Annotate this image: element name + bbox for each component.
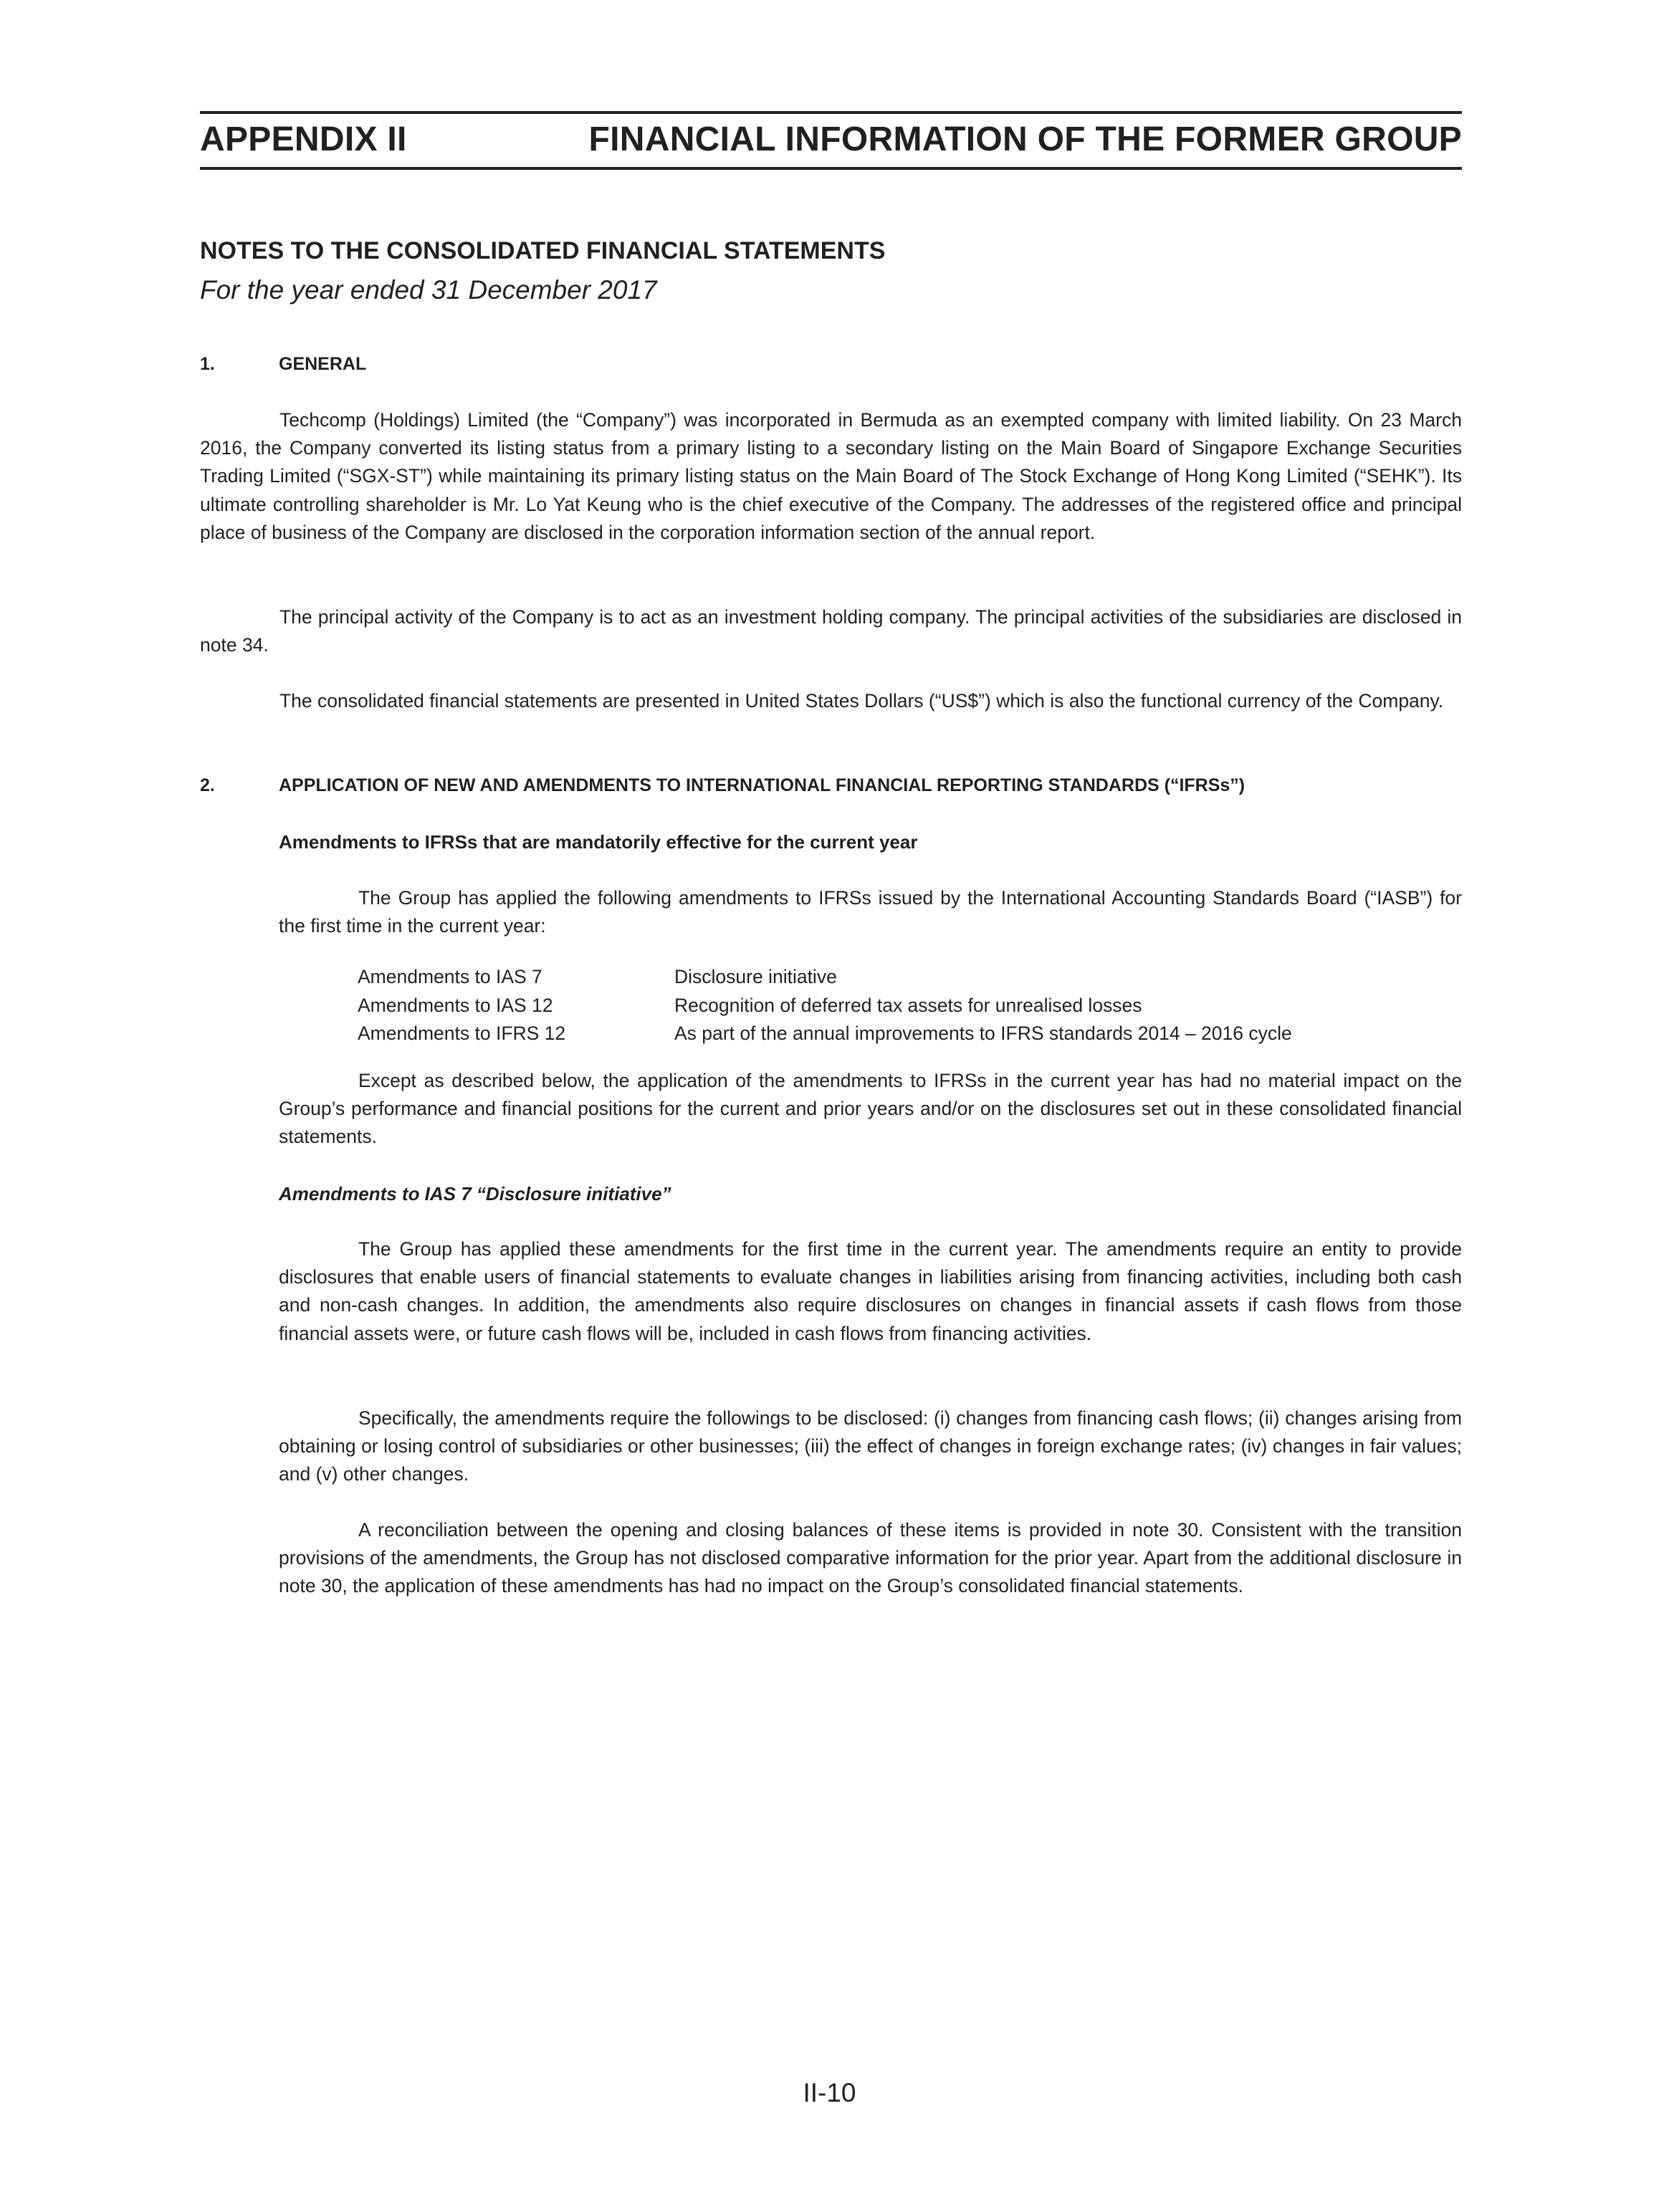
page-header <box>200 115 1462 165</box>
amendment-description: Disclosure initiative <box>674 966 837 987</box>
section-1-paragraph: The principal activity of the Company is to act as an investment holding company. The principal activities of the subsidiaries are disclosed in note 34. <box>200 606 1462 656</box>
table-row <box>358 992 1292 1020</box>
section-2-number: 2. <box>200 775 215 795</box>
appendix-title: FINANCIAL INFORMATION OF THE FORMER GROUP <box>588 120 1462 158</box>
amendment-standard: Amendments to IAS 12 <box>358 994 553 1016</box>
ias7-subheading: Amendments to IAS 7 “Disclosure initiative” <box>279 1183 671 1205</box>
ias7-paragraph: A reconciliation between the opening and closing balances of these items is provided in note 30. Consistent with the transition provisions of the amendments, the Group has not disclosed comparative information for the prior year. Apart from the additional disclosure in note 30, the application of these amendments has had no impact on the Group’s consolidated financial statements. <box>279 1519 1462 1597</box>
section-1-title: GENERAL <box>279 354 367 374</box>
notes-subtitle: For the year ended 31 December 2017 <box>200 275 657 305</box>
page-number: II-10 <box>803 2078 856 2107</box>
notes-title: NOTES TO THE CONSOLIDATED FINANCIAL STATEMENTS <box>200 237 886 264</box>
header-bottom-rule <box>200 167 1462 170</box>
section-2-title: APPLICATION OF NEW AND AMENDMENTS TO INTERNATIONAL FINANCIAL REPORTING STANDARDS (“IFRSs”) <box>279 775 1246 795</box>
section-2-subheading: Amendments to IFRSs that are mandatorily effective for the current year <box>279 831 918 853</box>
amendment-standard: Amendments to IFRS 12 <box>358 1023 566 1044</box>
section-1-paragraph: The consolidated financial statements are presented in United States Dollars (“US$”) which is also the functional currency of the Company. <box>279 690 1444 712</box>
amendment-standard: Amendments to IAS 7 <box>358 966 542 987</box>
appendix-label: APPENDIX II <box>200 120 407 158</box>
amendment-description: As part of the annual improvements to IFRS standards 2014 – 2016 cycle <box>674 1023 1292 1044</box>
ias7-paragraph: Specifically, the amendments require the followings to be disclosed: (i) changes from financing cash flows; (ii) changes arising from obtaining or losing control of subsidiaries or other businesses; (iii) the effect of changes in foreign exchange rates; (iv) changes in fair values; and (v) other changes. <box>279 1407 1462 1485</box>
amendment-description: Recognition of deferred tax assets for unrealised losses <box>674 994 1142 1016</box>
ias7-paragraph: The Group has applied these amendments for the first time in the current year. The amendments require an entity to provide disclosures that enable users of financial statements to evaluate changes in liabilities arising from financing activities, including both cash and non-cash changes. In addition, the amendments also require disclosures on changes in financial assets if cash flows from those financial assets were, or future cash flows will be, included in cash flows from financing activities. <box>279 1238 1462 1344</box>
section-1-paragraph: Techcomp (Holdings) Limited (the “Company”) was incorporated in Bermuda as an exempted company with limited liability. On 23 March 2016, the Company converted its listing status from a primary listing to a secondary listing on the Main Board of Singapore Exchange Securities Trading Limited (“SGX-ST”) while maintaining its primary listing status on the Main Board of The Stock Exchange of Hong Kong Limited (“SEHK”). Its ultimate controlling shareholder is Mr. Lo Yat Keung who is the chief executive of the Company. The addresses of the registered office and principal place of business of the Company are disclosed in the corporation information section of the annual report. <box>200 409 1462 543</box>
section-2-intro: The Group has applied the following amendments to IFRSs issued by the International Accounting Standards Board (“IASB”) for the first time in the current year: <box>279 887 1462 937</box>
amendments-table <box>358 963 1292 1048</box>
section-1-number: 1. <box>200 354 215 374</box>
section-2-after-table: Except as described below, the application of the amendments to IFRSs in the current year has had no material impact on the Group’s performance and financial positions for the current and prior years and/or on the disclosures set out in these consolidated financial statements. <box>279 1070 1462 1148</box>
table-row <box>358 963 1292 992</box>
table-row <box>358 1020 1292 1048</box>
header-top-rule <box>200 111 1462 114</box>
